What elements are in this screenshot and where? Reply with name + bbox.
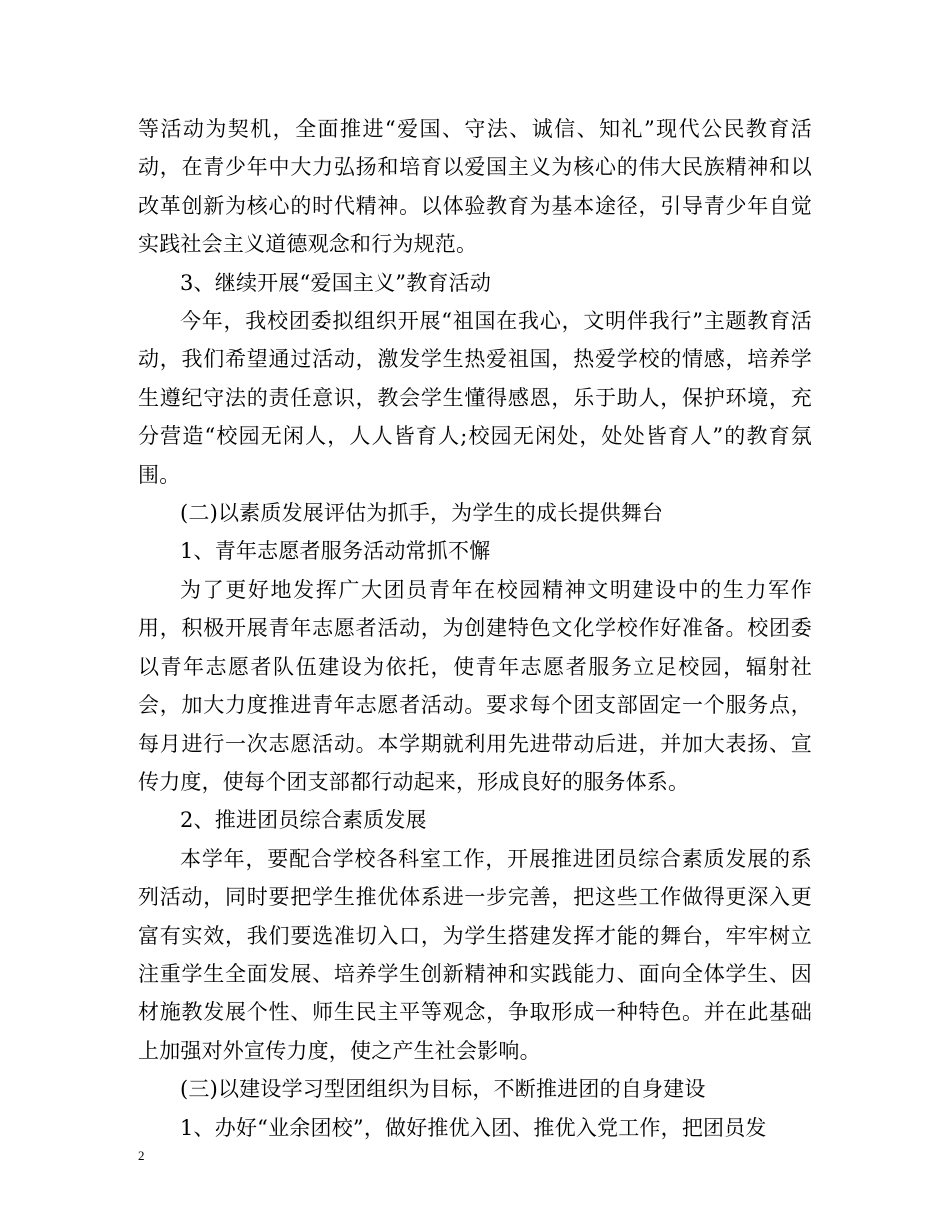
paragraph-member-quality-development: 本学年，要配合学校各科室工作，开展推进团员综合素质发展的系列活动，同时要把学生推优体系进一步完善，把这些工作做得更深入更富有实效，我们要选准切入口，为学生搭建发挥才能的舞台，牢牢树立注重学生全面发展、培养学生创新精神和实践能力、面向全体学生、因材施教发展个性、师生民主平等观念，争取形成一种特色。并在此基础上加强对外宣传力度，使之产生社会影响。 — [138, 846, 812, 1063]
paragraph-spare-time-school: 1、办好“业余团校”，做好推优入团、推优入党工作，把团员发 — [180, 1115, 767, 1140]
page-number: 2 — [138, 1148, 145, 1163]
heading-continue-patriotism-education: 3、继续开展“爱国主义”教育活动 — [180, 270, 492, 295]
heading-volunteer-service: 1、青年志愿者服务活动常抓不懈 — [180, 539, 491, 564]
document-body — [138, 110, 812, 1147]
heading-quality-development-assessment: (二)以素质发展评估为抓手，为学生的成长提供舞台 — [180, 501, 664, 526]
heading-learning-organization: (三)以建设学习型团组织为目标，不断推进团的自身建设 — [180, 1077, 706, 1102]
paragraph-theme-education: 今年，我校团委拟组织开展“祖国在我心，文明伴我行”主题教育活动，我们希望通过活动，激发学生热爱祖国，热爱学校的情感，培养学生遵纪守法的责任意识，教会学生懂得感恩，乐于助人，保护环境，充分营造“校园无闲人，人人皆育人;校园无闲处，处处皆育人”的教育氛围。 — [138, 309, 812, 487]
paragraph-1: 等活动为契机，全面推进“爱国、守法、诚信、知礼”现代公民教育活动，在青少年中大力弘扬和培育以爱国主义为核心的伟大民族精神和以改革创新为核心的时代精神。以体验教育为基本途径，引导青少年自觉实践社会主义道德观念和行为规范。 — [138, 117, 812, 257]
paragraph-volunteer-service: 为了更好地发挥广大团员青年在校园精神文明建设中的生力军作用，积极开展青年志愿者活动，为创建特色文化学校作好准备。校团委以青年志愿者队伍建设为依托，使青年志愿者服务立足校园，辐射社会，加大力度推进青年志愿者活动。要求每个团支部固定一个服务点，每月进行一次志愿活动。本学期就利用先进带动后进，并加大表扬、宣传力度，使每个团支部都行动起来，形成良好的服务体系。 — [138, 577, 812, 794]
heading-member-quality-development: 2、推进团员综合素质发展 — [180, 808, 427, 833]
